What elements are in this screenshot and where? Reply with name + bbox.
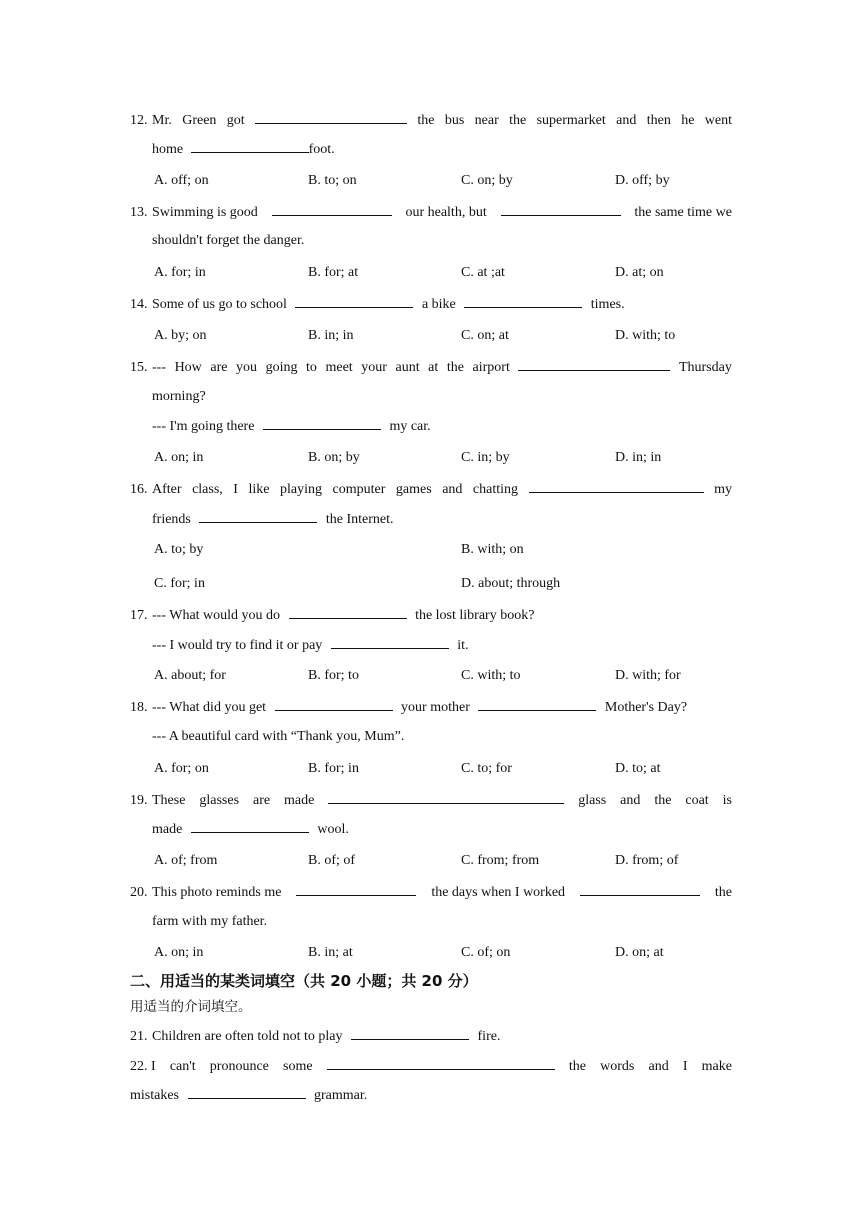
question-15-line-1: 15. --- How are you going to meet your aunt at the airport Thursday (130, 360, 732, 375)
option-c[interactable]: C. for; in (154, 576, 205, 591)
answer-blank[interactable] (199, 510, 317, 523)
option-d[interactable]: D. off; by (615, 173, 670, 188)
answer-blank[interactable] (255, 111, 407, 124)
option-c[interactable]: C. on; by (461, 173, 513, 188)
answer-blank[interactable] (296, 883, 416, 896)
option-d[interactable]: D. with; for (615, 668, 681, 683)
answer-blank[interactable] (188, 1086, 306, 1099)
question-20-line-1: 20. This photo reminds me the days when I worked the (130, 885, 732, 900)
option-d[interactable]: D. about; through (461, 576, 561, 591)
answer-blank[interactable] (272, 203, 392, 216)
answer-blank[interactable] (289, 606, 407, 619)
option-b[interactable]: B. for; to (308, 668, 359, 683)
option-c[interactable]: C. with; to (461, 668, 521, 683)
question-17-line-2: --- I would try to find it or pay it. (152, 638, 469, 653)
option-c[interactable]: C. to; for (461, 761, 512, 776)
option-b[interactable]: B. in; at (308, 945, 353, 960)
question-19-line-1: 19. These glasses are made glass and the coat is (130, 793, 732, 808)
question-15-line-2: morning? (152, 389, 206, 404)
question-18-line-1: 18. --- What did you get your mother Mother's Day? (130, 700, 688, 715)
answer-blank[interactable] (191, 820, 309, 833)
question-20-line-2: farm with my father. (152, 914, 268, 929)
option-a[interactable]: A. by; on (154, 328, 207, 343)
option-a[interactable]: A. for; in (154, 265, 206, 280)
question-12-line-2: home foot. (152, 142, 335, 157)
question-16-line-1: 16. After class, I like playing computer games and chatting my (130, 482, 732, 497)
option-b[interactable]: B. for; in (308, 761, 359, 776)
option-d[interactable]: D. on; at (615, 945, 664, 960)
question-21-line-1: 21. Children are often told not to play fire. (130, 1029, 501, 1044)
option-a[interactable]: A. for; on (154, 761, 209, 776)
option-a[interactable]: A. of; from (154, 853, 218, 868)
option-a[interactable]: A. on; in (154, 450, 204, 465)
answer-blank[interactable] (191, 140, 309, 153)
option-d[interactable]: D. in; in (615, 450, 662, 465)
answer-blank[interactable] (295, 295, 413, 308)
question-22-line-1: 22. I can't pronounce some the words and I make (130, 1059, 732, 1074)
answer-blank[interactable] (518, 358, 670, 371)
answer-blank[interactable] (529, 480, 704, 493)
section-heading: 二、用适当的某类词填空（共 20 小题；共 20 分） (130, 972, 478, 990)
answer-blank[interactable] (351, 1027, 469, 1040)
option-a[interactable]: A. off; on (154, 173, 209, 188)
option-c[interactable]: C. from; from (461, 853, 540, 868)
option-d[interactable]: D. to; at (615, 761, 661, 776)
answer-blank[interactable] (328, 791, 564, 804)
answer-blank[interactable] (327, 1057, 555, 1070)
option-c[interactable]: C. at ;at (461, 265, 505, 280)
question-22-line-2: mistakes grammar. (130, 1088, 368, 1103)
option-b[interactable]: B. to; on (308, 173, 357, 188)
option-a[interactable]: A. on; in (154, 945, 204, 960)
question-19-line-2: made wool. (152, 822, 349, 837)
option-c[interactable]: C. in; by (461, 450, 510, 465)
question-16-line-2: friends the Internet. (152, 512, 394, 527)
answer-blank[interactable] (263, 417, 381, 430)
option-b[interactable]: B. of; of (308, 853, 356, 868)
option-b[interactable]: B. on; by (308, 450, 360, 465)
option-b[interactable]: B. with; on (461, 542, 524, 557)
answer-blank[interactable] (478, 698, 596, 711)
option-c[interactable]: C. of; on (461, 945, 511, 960)
question-13-line-1: 13. Swimming is good our health, but the same time we (130, 205, 732, 220)
option-d[interactable]: D. with; to (615, 328, 676, 343)
option-a[interactable]: A. to; by (154, 542, 204, 557)
answer-blank[interactable] (501, 203, 621, 216)
section-instruction: 用适当的介词填空。 (130, 999, 252, 1015)
question-15-line-3: --- I'm going there my car. (152, 419, 431, 434)
question-18-line-2: --- A beautiful card with “Thank you, Mum”. (152, 729, 405, 744)
answer-blank[interactable] (580, 883, 700, 896)
question-14-line-1: 14. Some of us go to school a bike times. (130, 297, 625, 312)
answer-blank[interactable] (331, 636, 449, 649)
question-12-line-1: 12. Mr. Green got the bus near the supermarket and then he went (130, 113, 732, 128)
option-d[interactable]: D. at; on (615, 265, 664, 280)
answer-blank[interactable] (275, 698, 393, 711)
option-b[interactable]: B. for; at (308, 265, 359, 280)
question-17-line-1: 17. --- What would you do the lost library book? (130, 608, 535, 623)
option-b[interactable]: B. in; in (308, 328, 354, 343)
option-c[interactable]: C. on; at (461, 328, 509, 343)
answer-blank[interactable] (464, 295, 582, 308)
option-d[interactable]: D. from; of (615, 853, 679, 868)
question-13-line-2: shouldn't forget the danger. (152, 233, 305, 248)
option-a[interactable]: A. about; for (154, 668, 226, 683)
